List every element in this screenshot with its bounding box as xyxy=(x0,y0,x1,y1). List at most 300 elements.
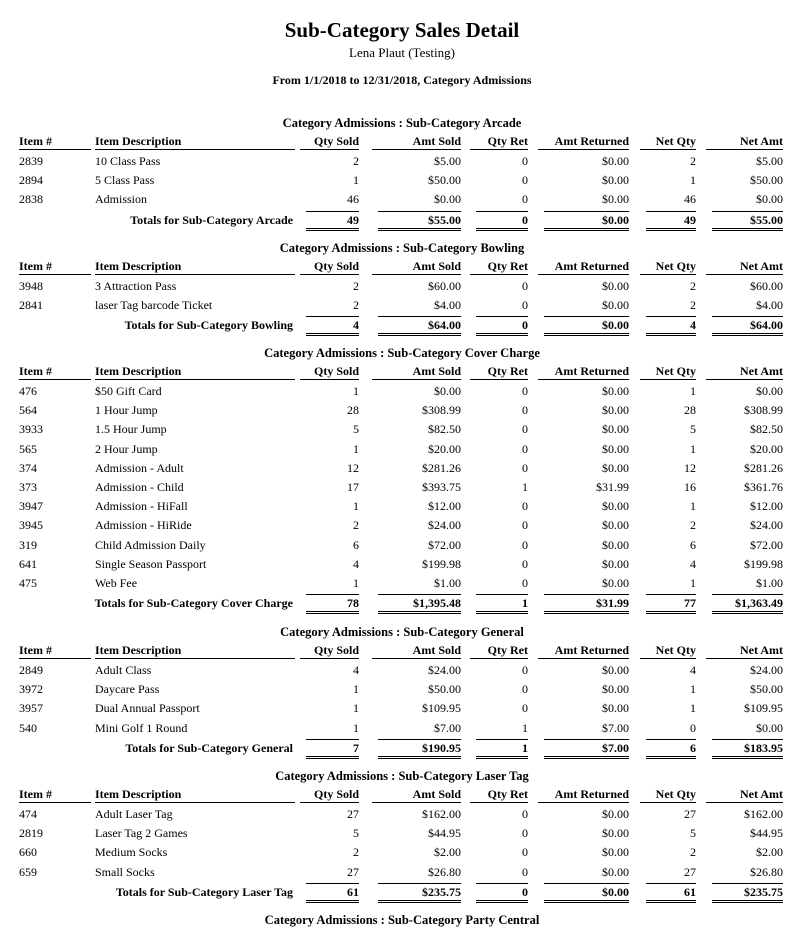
cell-amt-sold: $308.99 xyxy=(422,403,461,418)
column-header-desc: Item Description xyxy=(95,134,182,148)
cell-item: 641 xyxy=(19,556,37,571)
cell-net-amt: $24.00 xyxy=(750,663,783,677)
total-rule xyxy=(306,211,359,212)
total-amt-sold: $1,395.48 xyxy=(413,596,461,611)
column-header-row xyxy=(0,363,804,381)
cell-item: 2841 xyxy=(19,298,43,313)
cell-amt-ret: $0.00 xyxy=(602,537,629,552)
cell-amt-ret: $0.00 xyxy=(602,154,629,168)
total-rule xyxy=(306,613,359,614)
total-rule xyxy=(544,758,629,759)
header-underline xyxy=(538,149,629,150)
cell-qty-sold: 2 xyxy=(353,518,359,533)
cell-desc: 3 Attraction Pass xyxy=(95,279,177,293)
cell-amt-ret: $0.00 xyxy=(602,556,629,571)
column-header-desc: Item Description xyxy=(95,787,182,801)
cell-qty-sold: 5 xyxy=(353,826,359,841)
cell-net-amt: $20.00 xyxy=(750,441,783,456)
cell-desc: Laser Tag 2 Games xyxy=(95,826,188,841)
total-rule xyxy=(712,594,783,595)
total-rule xyxy=(306,230,359,231)
total-rule xyxy=(476,594,528,595)
total-rule xyxy=(476,883,528,884)
table-row xyxy=(0,440,804,459)
header-underline xyxy=(300,274,359,275)
cell-item: 2849 xyxy=(19,663,43,677)
total-rule xyxy=(306,739,359,740)
total-net-amt: $55.00 xyxy=(750,212,783,227)
total-qty-sold: 4 xyxy=(353,318,359,333)
cell-net-qty: 27 xyxy=(684,807,696,821)
column-header-qty-sold: Qty Sold xyxy=(313,134,359,148)
cell-item: 3933 xyxy=(19,422,43,437)
column-header-row xyxy=(0,133,804,151)
cell-item: 373 xyxy=(19,480,37,494)
column-header-qty-ret: Qty Ret xyxy=(487,643,528,657)
table-row xyxy=(0,805,804,824)
cell-item: 3947 xyxy=(19,499,43,514)
cell-desc: Single Season Passport xyxy=(95,556,207,571)
cell-item: 2838 xyxy=(19,192,43,207)
cell-amt-sold: $50.00 xyxy=(428,173,461,188)
cell-amt-ret: $0.00 xyxy=(602,807,629,821)
table-row xyxy=(0,516,804,535)
cell-item: 476 xyxy=(19,384,37,398)
total-rule xyxy=(646,316,696,317)
column-header-qty-sold: Qty Sold xyxy=(313,259,359,273)
total-rule xyxy=(476,902,528,903)
total-amt-ret: $0.00 xyxy=(602,318,629,333)
cell-qty-sold: 4 xyxy=(353,663,359,677)
cell-qty-ret: 0 xyxy=(522,192,528,207)
cell-amt-sold: $199.98 xyxy=(422,556,461,571)
cell-net-amt: $2.00 xyxy=(756,845,783,860)
header-underline xyxy=(640,149,696,150)
cell-net-amt: $82.50 xyxy=(750,422,783,437)
total-rule xyxy=(712,758,783,759)
total-rule xyxy=(712,611,783,612)
cell-amt-ret: $0.00 xyxy=(602,279,629,293)
cell-amt-ret: $0.00 xyxy=(602,663,629,677)
cell-net-qty: 2 xyxy=(690,845,696,860)
cell-net-qty: 1 xyxy=(690,441,696,456)
total-net-qty: 77 xyxy=(684,596,696,611)
cell-desc: Admission - Child xyxy=(95,480,184,494)
cell-desc: 1 Hour Jump xyxy=(95,403,158,418)
cell-amt-sold: $24.00 xyxy=(428,518,461,533)
total-rule xyxy=(306,758,359,759)
cell-item: 2819 xyxy=(19,826,43,841)
total-net-amt: $235.75 xyxy=(744,884,783,899)
header-underline xyxy=(470,379,528,380)
cell-qty-ret: 0 xyxy=(522,279,528,293)
total-qty-ret: 1 xyxy=(522,740,528,755)
total-rule xyxy=(646,333,696,334)
total-rule xyxy=(476,228,528,229)
cell-net-amt: $308.99 xyxy=(744,403,783,418)
cell-desc: Dual Annual Passport xyxy=(95,701,200,716)
table-row xyxy=(0,555,804,574)
cell-net-qty: 2 xyxy=(690,518,696,533)
column-header-amt-sold: Amt Sold xyxy=(412,259,461,273)
cell-amt-ret: $0.00 xyxy=(602,845,629,860)
total-rule xyxy=(646,230,696,231)
total-rule xyxy=(476,613,528,614)
cell-desc: Admission xyxy=(95,192,148,207)
cell-amt-ret: $0.00 xyxy=(602,576,629,590)
cell-desc: Admission - HiRide xyxy=(95,518,192,533)
header-underline xyxy=(706,658,783,659)
header-underline xyxy=(706,379,783,380)
cell-qty-ret: 0 xyxy=(522,701,528,716)
cell-desc: Small Socks xyxy=(95,864,155,879)
cell-qty-ret: 0 xyxy=(522,154,528,168)
header-underline xyxy=(372,379,461,380)
report-title: Sub-Category Sales Detail xyxy=(284,18,520,42)
cell-net-amt: $281.26 xyxy=(744,460,783,475)
cell-net-qty: 1 xyxy=(690,701,696,716)
totals-label: Totals for Sub-Category Arcade xyxy=(130,212,293,227)
header-underline xyxy=(95,658,295,659)
cell-qty-ret: 0 xyxy=(522,422,528,437)
total-rule xyxy=(646,594,696,595)
column-header-net-amt: Net Amt xyxy=(740,134,783,148)
total-rule xyxy=(646,883,696,884)
cell-amt-sold: $44.95 xyxy=(428,826,461,841)
totals-label: Totals for Sub-Category Laser Tag xyxy=(115,884,293,899)
column-header-desc: Item Description xyxy=(95,643,182,657)
total-rule xyxy=(476,900,528,901)
cell-qty-ret: 0 xyxy=(522,173,528,188)
total-rule xyxy=(646,611,696,612)
cell-net-qty: 46 xyxy=(684,192,696,207)
total-rule xyxy=(378,739,461,740)
cell-desc: 10 Class Pass xyxy=(95,154,161,168)
report-user: Lena Plaut (Testing) xyxy=(349,45,455,60)
cell-net-amt: $199.98 xyxy=(744,556,783,571)
cell-qty-sold: 27 xyxy=(347,864,359,879)
total-rule xyxy=(712,333,783,334)
column-header-desc: Item Description xyxy=(95,259,182,273)
cell-qty-sold: 2 xyxy=(353,845,359,860)
cell-item: 3945 xyxy=(19,518,43,533)
total-rule xyxy=(544,739,629,740)
total-rule xyxy=(712,335,783,336)
total-rule xyxy=(544,594,629,595)
total-rule xyxy=(646,902,696,903)
column-header-row xyxy=(0,642,804,660)
cell-net-amt: $0.00 xyxy=(756,720,783,735)
column-header-item: Item # xyxy=(19,643,52,657)
cell-desc: Mini Golf 1 Round xyxy=(95,720,188,735)
table-row xyxy=(0,699,804,718)
total-rule xyxy=(306,611,359,612)
cell-amt-sold: $281.26 xyxy=(422,460,461,475)
header-underline xyxy=(538,658,629,659)
header-underline xyxy=(470,658,528,659)
cell-desc: Medium Socks xyxy=(95,845,168,860)
total-rule xyxy=(544,900,629,901)
total-amt-ret: $0.00 xyxy=(602,212,629,227)
cell-item: 3972 xyxy=(19,682,43,697)
cell-item: 564 xyxy=(19,403,37,418)
header-underline xyxy=(300,149,359,150)
cell-desc: $50 Gift Card xyxy=(95,384,162,398)
cell-qty-ret: 0 xyxy=(522,499,528,514)
total-rule xyxy=(476,758,528,759)
cell-qty-ret: 0 xyxy=(522,682,528,697)
header-underline xyxy=(95,379,295,380)
total-rule xyxy=(378,211,461,212)
cell-qty-sold: 2 xyxy=(353,279,359,293)
totals-row xyxy=(0,316,804,336)
total-rule xyxy=(306,335,359,336)
cell-net-amt: $5.00 xyxy=(756,154,783,168)
cell-amt-sold: $393.75 xyxy=(422,480,461,494)
total-rule xyxy=(712,211,783,212)
cell-qty-ret: 1 xyxy=(522,480,528,494)
header-underline xyxy=(640,802,696,803)
column-header-qty-sold: Qty Sold xyxy=(313,643,359,657)
table-row xyxy=(0,420,804,439)
cell-item: 660 xyxy=(19,845,37,860)
header-underline xyxy=(19,274,91,275)
cell-amt-ret: $0.00 xyxy=(602,403,629,418)
cell-qty-ret: 0 xyxy=(522,384,528,398)
column-header-qty-ret: Qty Ret xyxy=(487,134,528,148)
total-rule xyxy=(544,756,629,757)
cell-item: 565 xyxy=(19,441,37,456)
header-underline xyxy=(706,274,783,275)
cell-amt-sold: $162.00 xyxy=(422,807,461,821)
cell-net-qty: 1 xyxy=(690,682,696,697)
header-underline xyxy=(95,149,295,150)
total-rule xyxy=(378,613,461,614)
header-underline xyxy=(372,149,461,150)
cell-desc: Admission - HiFall xyxy=(95,499,188,514)
cell-amt-sold: $72.00 xyxy=(428,537,461,552)
cell-item: 475 xyxy=(19,576,37,590)
cell-net-qty: 12 xyxy=(684,460,696,475)
header-underline xyxy=(300,658,359,659)
total-rule xyxy=(378,883,461,884)
total-amt-ret: $0.00 xyxy=(602,884,629,899)
section-title: Category Admissions : Sub-Category Cover Charge xyxy=(264,346,540,360)
cell-amt-sold: $109.95 xyxy=(422,701,461,716)
column-header-amt-ret: Amt Returned xyxy=(554,259,629,273)
totals-label: Totals for Sub-Category Cover Charge xyxy=(94,596,293,611)
cell-net-amt: $50.00 xyxy=(750,682,783,697)
cell-desc: laser Tag barcode Ticket xyxy=(95,298,213,313)
cell-item: 2894 xyxy=(19,173,43,188)
total-rule xyxy=(378,756,461,757)
column-header-desc: Item Description xyxy=(95,364,182,378)
cell-amt-ret: $7.00 xyxy=(602,720,629,735)
cell-qty-ret: 0 xyxy=(522,441,528,456)
table-row xyxy=(0,574,804,593)
header-underline xyxy=(706,802,783,803)
total-qty-sold: 7 xyxy=(353,740,359,755)
total-rule xyxy=(476,739,528,740)
header-underline xyxy=(19,149,91,150)
cell-net-qty: 1 xyxy=(690,384,696,398)
section-title: Category Admissions : Sub-Category Party Central xyxy=(264,913,540,927)
cell-qty-sold: 4 xyxy=(353,556,359,571)
total-rule xyxy=(306,333,359,334)
cell-amt-ret: $0.00 xyxy=(602,682,629,697)
cell-qty-ret: 0 xyxy=(522,298,528,313)
cell-net-qty: 2 xyxy=(690,298,696,313)
cell-amt-ret: $0.00 xyxy=(602,864,629,879)
cell-qty-ret: 0 xyxy=(522,576,528,590)
cell-net-qty: 16 xyxy=(684,480,696,494)
totals-row xyxy=(0,594,804,614)
total-rule xyxy=(646,228,696,229)
header-underline xyxy=(300,379,359,380)
cell-net-amt: $1.00 xyxy=(756,576,783,590)
cell-qty-ret: 1 xyxy=(522,720,528,735)
total-net-qty: 61 xyxy=(684,884,696,899)
cell-qty-sold: 5 xyxy=(353,422,359,437)
total-amt-sold: $235.75 xyxy=(422,884,461,899)
table-row xyxy=(0,190,804,209)
column-header-qty-ret: Qty Ret xyxy=(487,787,528,801)
cell-qty-sold: 2 xyxy=(353,298,359,313)
cell-amt-ret: $0.00 xyxy=(602,826,629,841)
total-amt-ret: $31.99 xyxy=(596,596,629,611)
cell-qty-ret: 0 xyxy=(522,663,528,677)
column-header-amt-sold: Amt Sold xyxy=(412,364,461,378)
cell-desc: Adult Laser Tag xyxy=(95,807,173,821)
cell-item: 659 xyxy=(19,864,37,879)
cell-amt-sold: $7.00 xyxy=(434,720,461,735)
total-rule xyxy=(378,611,461,612)
total-qty-ret: 0 xyxy=(522,318,528,333)
cell-net-qty: 1 xyxy=(690,576,696,590)
cell-item: 540 xyxy=(19,720,37,735)
cell-desc: 2 Hour Jump xyxy=(95,441,158,456)
column-header-net-qty: Net Qty xyxy=(655,787,696,801)
total-qty-ret: 0 xyxy=(522,884,528,899)
cell-amt-ret: $0.00 xyxy=(602,384,629,398)
cell-qty-sold: 1 xyxy=(353,499,359,514)
total-rule xyxy=(544,611,629,612)
total-rule xyxy=(306,902,359,903)
cell-amt-sold: $1.00 xyxy=(434,576,461,590)
cell-amt-sold: $60.00 xyxy=(428,279,461,293)
cell-qty-ret: 0 xyxy=(522,460,528,475)
header-underline xyxy=(706,149,783,150)
total-rule xyxy=(306,883,359,884)
header-underline xyxy=(19,658,91,659)
column-header-item: Item # xyxy=(19,134,52,148)
table-row xyxy=(0,277,804,296)
cell-qty-ret: 0 xyxy=(522,845,528,860)
total-rule xyxy=(476,333,528,334)
total-rule xyxy=(646,613,696,614)
cell-net-qty: 1 xyxy=(690,499,696,514)
total-rule xyxy=(712,739,783,740)
cell-desc: Web Fee xyxy=(95,576,138,590)
cell-qty-ret: 0 xyxy=(522,518,528,533)
report-date-range: From 1/1/2018 to 12/31/2018, Category Admissions xyxy=(272,73,532,87)
total-rule xyxy=(544,228,629,229)
column-header-net-qty: Net Qty xyxy=(655,134,696,148)
cell-qty-sold: 1 xyxy=(353,682,359,697)
total-amt-sold: $190.95 xyxy=(422,740,461,755)
table-row xyxy=(0,661,804,680)
column-header-item: Item # xyxy=(19,787,52,801)
cell-item: 374 xyxy=(19,460,37,475)
cell-qty-ret: 0 xyxy=(522,556,528,571)
total-net-amt: $64.00 xyxy=(750,318,783,333)
total-net-amt: $1,363.49 xyxy=(735,596,783,611)
cell-qty-sold: 46 xyxy=(347,192,359,207)
cell-amt-sold: $5.00 xyxy=(434,154,461,168)
totals-row xyxy=(0,739,804,759)
total-qty-ret: 1 xyxy=(522,596,528,611)
cell-amt-sold: $24.00 xyxy=(428,663,461,677)
column-header-item: Item # xyxy=(19,364,52,378)
header-underline xyxy=(95,274,295,275)
header-underline xyxy=(372,658,461,659)
header-underline xyxy=(470,802,528,803)
total-rule xyxy=(712,613,783,614)
total-rule xyxy=(476,211,528,212)
cell-amt-sold: $26.80 xyxy=(428,864,461,879)
column-header-amt-ret: Amt Returned xyxy=(554,643,629,657)
header-underline xyxy=(19,802,91,803)
cell-net-qty: 6 xyxy=(690,537,696,552)
cell-amt-sold: $20.00 xyxy=(428,441,461,456)
total-rule xyxy=(544,883,629,884)
cell-net-qty: 0 xyxy=(690,720,696,735)
cell-amt-sold: $50.00 xyxy=(428,682,461,697)
total-rule xyxy=(378,594,461,595)
total-rule xyxy=(476,335,528,336)
cell-qty-sold: 6 xyxy=(353,537,359,552)
column-header-qty-sold: Qty Sold xyxy=(313,787,359,801)
table-row xyxy=(0,843,804,862)
total-qty-sold: 61 xyxy=(347,884,359,899)
total-rule xyxy=(476,316,528,317)
total-net-qty: 49 xyxy=(684,212,696,227)
cell-qty-sold: 1 xyxy=(353,720,359,735)
section-title: Category Admissions : Sub-Category Bowling xyxy=(279,241,525,255)
total-rule xyxy=(544,335,629,336)
total-rule xyxy=(306,900,359,901)
total-rule xyxy=(646,758,696,759)
cell-desc: Child Admission Daily xyxy=(95,537,206,552)
total-rule xyxy=(712,900,783,901)
cell-qty-sold: 12 xyxy=(347,460,359,475)
column-header-amt-ret: Amt Returned xyxy=(554,787,629,801)
total-qty-ret: 0 xyxy=(522,212,528,227)
cell-net-amt: $60.00 xyxy=(750,279,783,293)
table-row xyxy=(0,382,804,401)
cell-amt-sold: $0.00 xyxy=(434,384,461,398)
column-header-row xyxy=(0,258,804,276)
cell-qty-ret: 0 xyxy=(522,864,528,879)
total-qty-sold: 49 xyxy=(347,212,359,227)
total-rule xyxy=(544,230,629,231)
column-header-net-qty: Net Qty xyxy=(655,643,696,657)
table-row xyxy=(0,171,804,190)
total-rule xyxy=(646,335,696,336)
total-rule xyxy=(712,756,783,757)
total-rule xyxy=(378,316,461,317)
column-header-net-amt: Net Amt xyxy=(740,643,783,657)
